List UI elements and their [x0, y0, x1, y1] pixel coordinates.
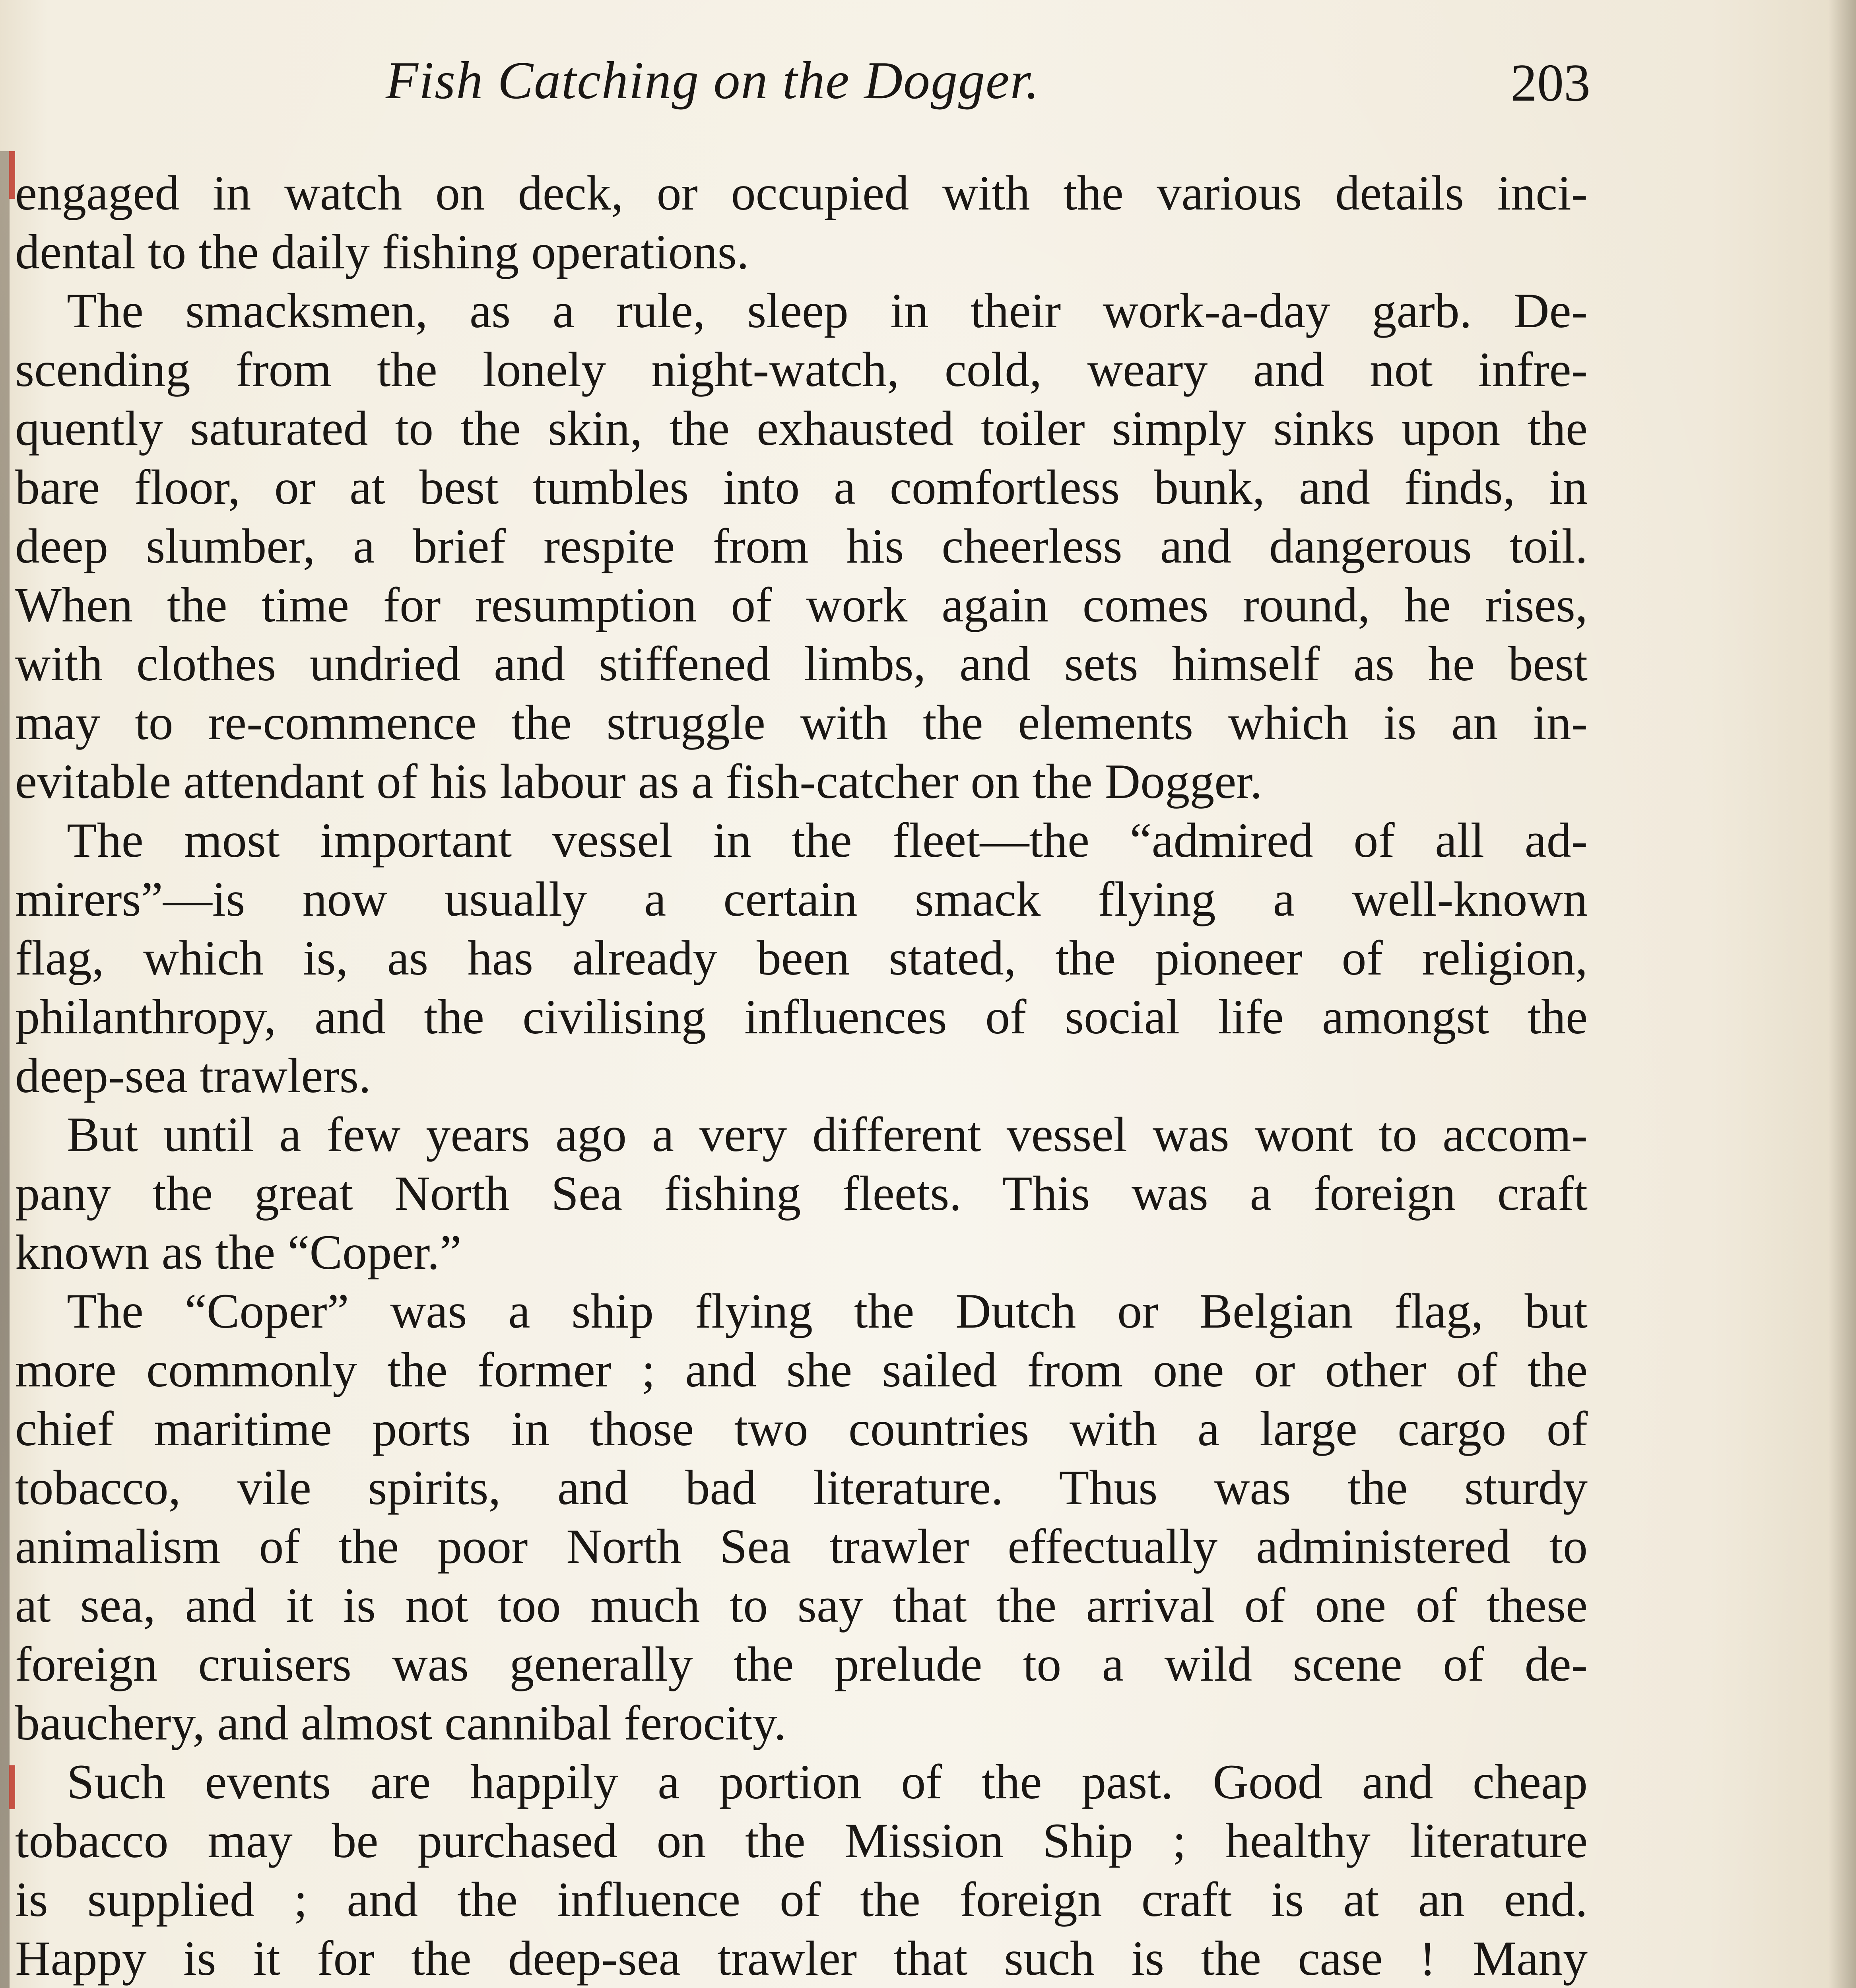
text-line: When the time for resumption of work again comes round, he rises, [15, 578, 1588, 632]
text-line: deep-sea trawlers. [15, 1048, 371, 1103]
text-line: at sea, and it is not too much to say that the arrival of one of these [15, 1578, 1588, 1633]
text-line: more commonly the former ; and she sailed from one or other of the [15, 1343, 1588, 1397]
text-line: Such events are happily a portion of the past. Good and cheap [67, 1755, 1588, 1809]
text-line: with clothes undried and stiffened limbs, and sets himself as he best [15, 637, 1588, 691]
text-line: is supplied ; and the influence of the foreign craft is at an end. [15, 1872, 1588, 1927]
running-title: Fish Catching on the Dogger. [386, 51, 1040, 110]
text-line: The smacksmen, as a rule, sleep in their work-a-day garb. De- [67, 283, 1588, 338]
text-line: evitable attendant of his labour as a fish-catcher on the Dogger. [15, 754, 1262, 809]
body-text [15, 164, 1588, 1988]
text-line: foreign cruisers was generally the prelude to a wild scene of de- [15, 1637, 1588, 1691]
binding-gutter [0, 151, 10, 1988]
text-line: quently saturated to the skin, the exhausted toiler simply sinks upon the [15, 401, 1588, 456]
text-line: animalism of the poor North Sea trawler effectually administered to [15, 1519, 1588, 1574]
red-margin-mark [9, 151, 15, 199]
text-line: tobacco may be purchased on the Mission Ship ; healthy literature [15, 1813, 1588, 1868]
text-line: tobacco, vile spirits, and bad literature. Thus was the sturdy [15, 1460, 1588, 1515]
text-line: scending from the lonely night-watch, cold, weary and not infre- [15, 342, 1588, 397]
text-line: known as the “Coper.” [15, 1225, 462, 1279]
text-line: The “Coper” was a ship flying the Dutch or Belgian flag, but [67, 1284, 1588, 1338]
text-line: The most important vessel in the fleet—the “admired of all ad- [67, 813, 1588, 868]
text-line: philanthropy, and the civilising influences of social life amongst the [15, 990, 1588, 1044]
text-line: deep slumber, a brief respite from his cheerless and dangerous toil. [15, 519, 1588, 573]
text-line: bauchery, and almost cannibal ferocity. [15, 1696, 786, 1750]
text-line: chief maritime ports in those two countries with a large cargo of [15, 1402, 1588, 1456]
text-line: may to re-commence the struggle with the elements which is an in- [15, 695, 1588, 750]
text-line: mirers”—is now usually a certain smack flying a well-known [15, 872, 1588, 926]
page-edge-shadow [1828, 0, 1856, 1988]
text-line: bare floor, or at best tumbles into a comfortless bunk, and finds, in [15, 460, 1588, 514]
text-line: flag, which is, as has already been stated, the pioneer of religion, [15, 931, 1588, 985]
page-number: 203 [1510, 53, 1590, 112]
red-margin-mark [9, 1765, 15, 1809]
text-line: engaged in watch on deck, or occupied with the various details inci- [15, 166, 1588, 220]
text-line: dental to the daily fishing operations. [15, 225, 749, 279]
text-line: Happy is it for the deep-sea trawler that such is the case ! Many [15, 1931, 1588, 1986]
text-line: But until a few years ago a very different vessel was wont to accom- [67, 1107, 1588, 1162]
text-line: pany the great North Sea fishing fleets. This was a foreign craft [15, 1166, 1588, 1221]
page-header [20, 50, 1590, 129]
